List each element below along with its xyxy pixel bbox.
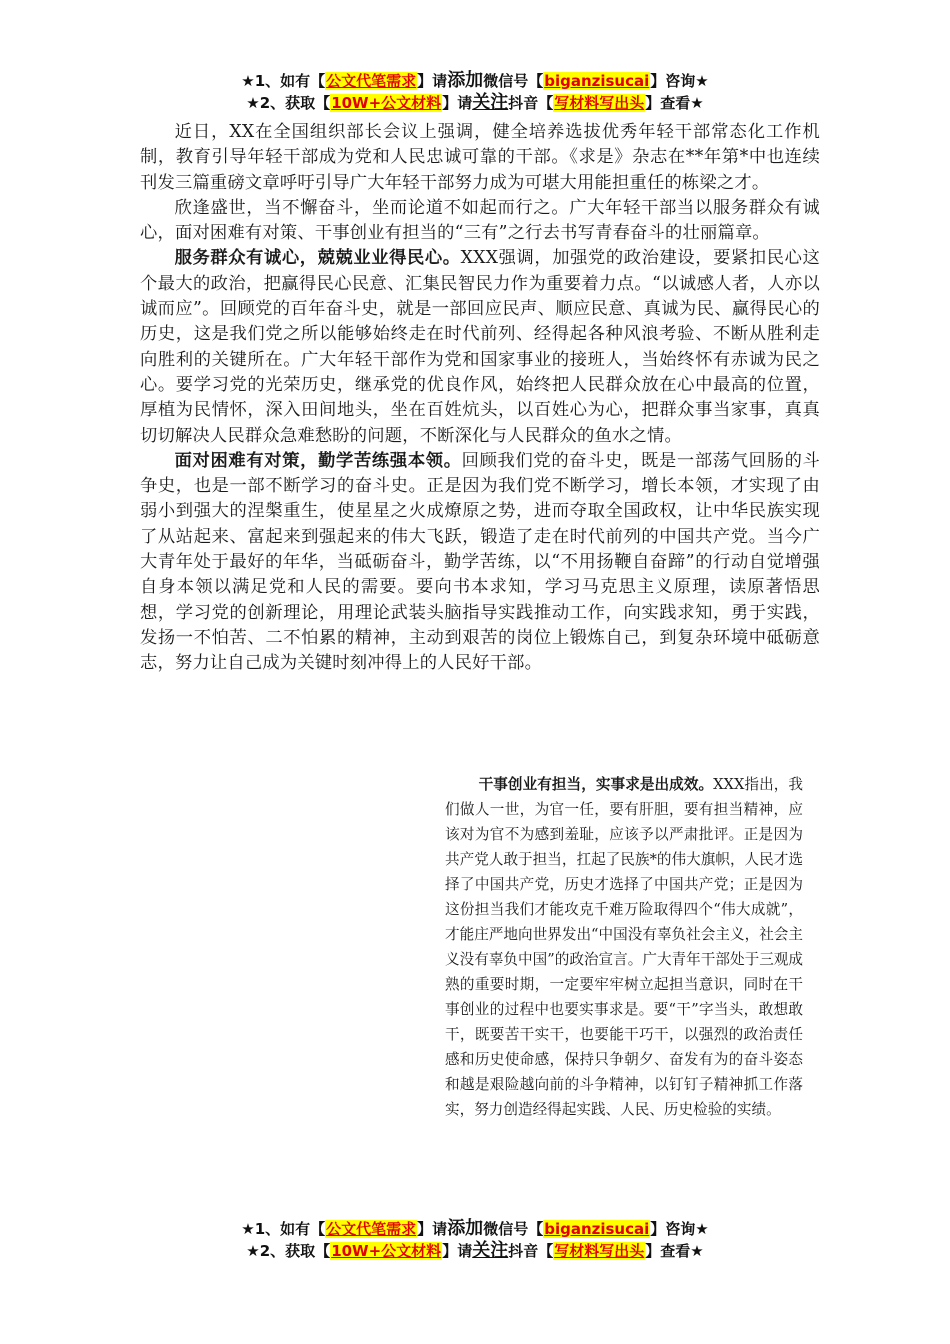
wechat-id-link[interactable]: biganzisucai — [544, 72, 650, 90]
article-body — [140, 120, 820, 677]
promo-text: 微信号【 — [483, 72, 544, 90]
section-text-1: XXX强调，加强党的政治建设，要紧扣民心这个最大的政治，把赢得民心民意、汇集民智民力作为重要着力点。“以诚感人者，人亦以诚而应”。回顾党的百年奋斗史，就是一部回应民声、顺应民意、真诚为民、赢得民心的历史，这是我们党之所以能够始终走在时代前列、经得起各种风浪考验、不断从胜利走向胜利的关键所在。广大年轻干部作为党和国家事业的接班人，当始终怀有赤诚为民之心。要学习党的光荣历史，继承党的优良作风，始终把人民群众放在心中最高的位置，厚植为民情怀，深入田间地头，坐在百姓炕头，以百姓心为心，把群众事当家事，真真切切解决人民群众急难愁盼的问题，不断深化与人民群众的鱼水之情。 — [140, 248, 821, 446]
promo-banner-bottom — [0, 1218, 950, 1262]
promo-emphasis: 关注 — [472, 92, 509, 113]
promo-text: ★2、获取【 — [246, 1242, 331, 1260]
section-text-2: 回顾我们党的奋斗史，既是一部荡气回肠的斗争史，也是一部不断学习的奋斗史。正是因为我们党不断学习，增长本领，才实现了由弱小到强大的涅槃重生，使星星之火成燎原之势，进而夺取全国政权，让中华民族实现了从站起来、富起来到强起来的伟大飞跃，锻造了走在时代前列的中国共产党。当今广大青年处于最好的年华，当砥砺奋斗，勤学苦练，以“不用扬鞭自奋蹄”的行动自觉增强自身本领以满足党和人民的需要。要向书本求知，学习马克思主义原理，读原著悟思想，学习党的创新理论，用理论武装头脑指导实践推动工作，向实践求知，勇于实践，发扬一不怕苦、二不怕累的精神，主动到艰苦的岗位上锻炼自己，到复杂环境中砥砺意志，努力让自己成为关键时刻冲得上的人民好干部。 — [140, 450, 820, 674]
promo-text: 】请 — [417, 1220, 448, 1238]
paragraph-section-2 — [140, 449, 820, 677]
promo-highlight: 10W+公文材料 — [331, 94, 442, 112]
wechat-id-link[interactable]: biganzisucai — [544, 1220, 650, 1238]
promo-text: 】查看★ — [645, 1242, 704, 1260]
section-text-3: XXX指出，我们做人一世，为官一任，要有肝胆，要有担当精神，应该对为官不为感到羞耻，应该予以严肃批评。正是因为共产党人敢于担当，扛起了民族*的伟大旗帜，人民才选择了中国共产党，历史才选择了中国共产党；正是因为这份担当我们才能攻克千难万险取得四个“伟大成就”，才能庄严地向世界发出“中国没有辜负社会主义，社会主义没有辜负中国”的政治宣言。广大青年干部处于三观成熟的重要时期，一定要牢牢树立起担当意识，同时在干事创业的过程中也要实事求是。要“干”字当头，敢想敢干，既要苦干实干，也要能干巧干，以强烈的政治责任感和历史使命感，保持只争朝夕、奋发有为的奋斗姿态和越是艰险越向前的斗争精神，以钉钉子精神抓工作落实，努力创造经得起实践、人民、历史检验的实绩。 — [445, 776, 803, 1118]
promo-line-1 — [0, 70, 950, 92]
promo-line-2 — [0, 92, 950, 114]
paragraph-section-3 — [445, 772, 803, 1122]
section-heading-2: 面对困难有对策，勤学苦练强本领。 — [174, 450, 462, 471]
douyin-account-link[interactable]: 写材料写出头 — [554, 94, 645, 112]
promo-line-1 — [0, 1218, 950, 1240]
promo-highlight: 公文代笔需求 — [326, 1220, 417, 1238]
paragraph-intro: 近日，XX在全国组织部长会议上强调，健全培养选拔优秀年轻干部常态化工作机制，教育引导年轻干部成为党和人民忠诚可靠的干部。《求是》杂志在**年第*中也连续刊发三篇重磅文章呼吁引导广大年轻干部努力成为可堪大用能担重任的栋梁之才。 — [140, 122, 820, 193]
section-heading-1: 服务群众有诚心，兢兢业业得民心。 — [174, 248, 461, 269]
promo-text: 】请 — [442, 94, 473, 112]
promo-text: 】咨询★ — [650, 72, 709, 90]
promo-emphasis: 关注 — [472, 1240, 509, 1261]
promo-text: ★1、如有【 — [241, 72, 326, 90]
promo-text: ★1、如有【 — [241, 1220, 326, 1238]
douyin-account-link[interactable]: 写材料写出头 — [554, 1242, 645, 1260]
promo-line-2 — [0, 1240, 950, 1262]
section-heading-3: 干事创业有担当，实事求是出成效。 — [478, 776, 714, 793]
paragraph-overview: 欣逢盛世，当不懈奋斗，坐而论道不如起而行之。广大年轻干部当以服务群众有诚心，面对困难有对策、干事创业有担当的“三有”之行去书写青春奋斗的壮丽篇章。 — [140, 197, 820, 244]
promo-text: 】查看★ — [645, 94, 704, 112]
promo-text: 抖音【 — [508, 1242, 554, 1260]
article-column-right — [445, 772, 803, 1122]
promo-text: 微信号【 — [483, 1220, 544, 1238]
promo-emphasis: 添加 — [447, 70, 484, 91]
promo-text: 抖音【 — [508, 94, 554, 112]
promo-text: 】咨询★ — [650, 1220, 709, 1238]
promo-text: 】请 — [442, 1242, 473, 1260]
promo-highlight: 公文代笔需求 — [326, 72, 417, 90]
promo-text: 】请 — [417, 72, 448, 90]
promo-emphasis: 添加 — [447, 1218, 484, 1239]
promo-highlight: 10W+公文材料 — [331, 1242, 442, 1260]
paragraph-section-1 — [140, 246, 820, 448]
promo-banner-top — [0, 70, 950, 114]
promo-text: ★2、获取【 — [246, 94, 331, 112]
